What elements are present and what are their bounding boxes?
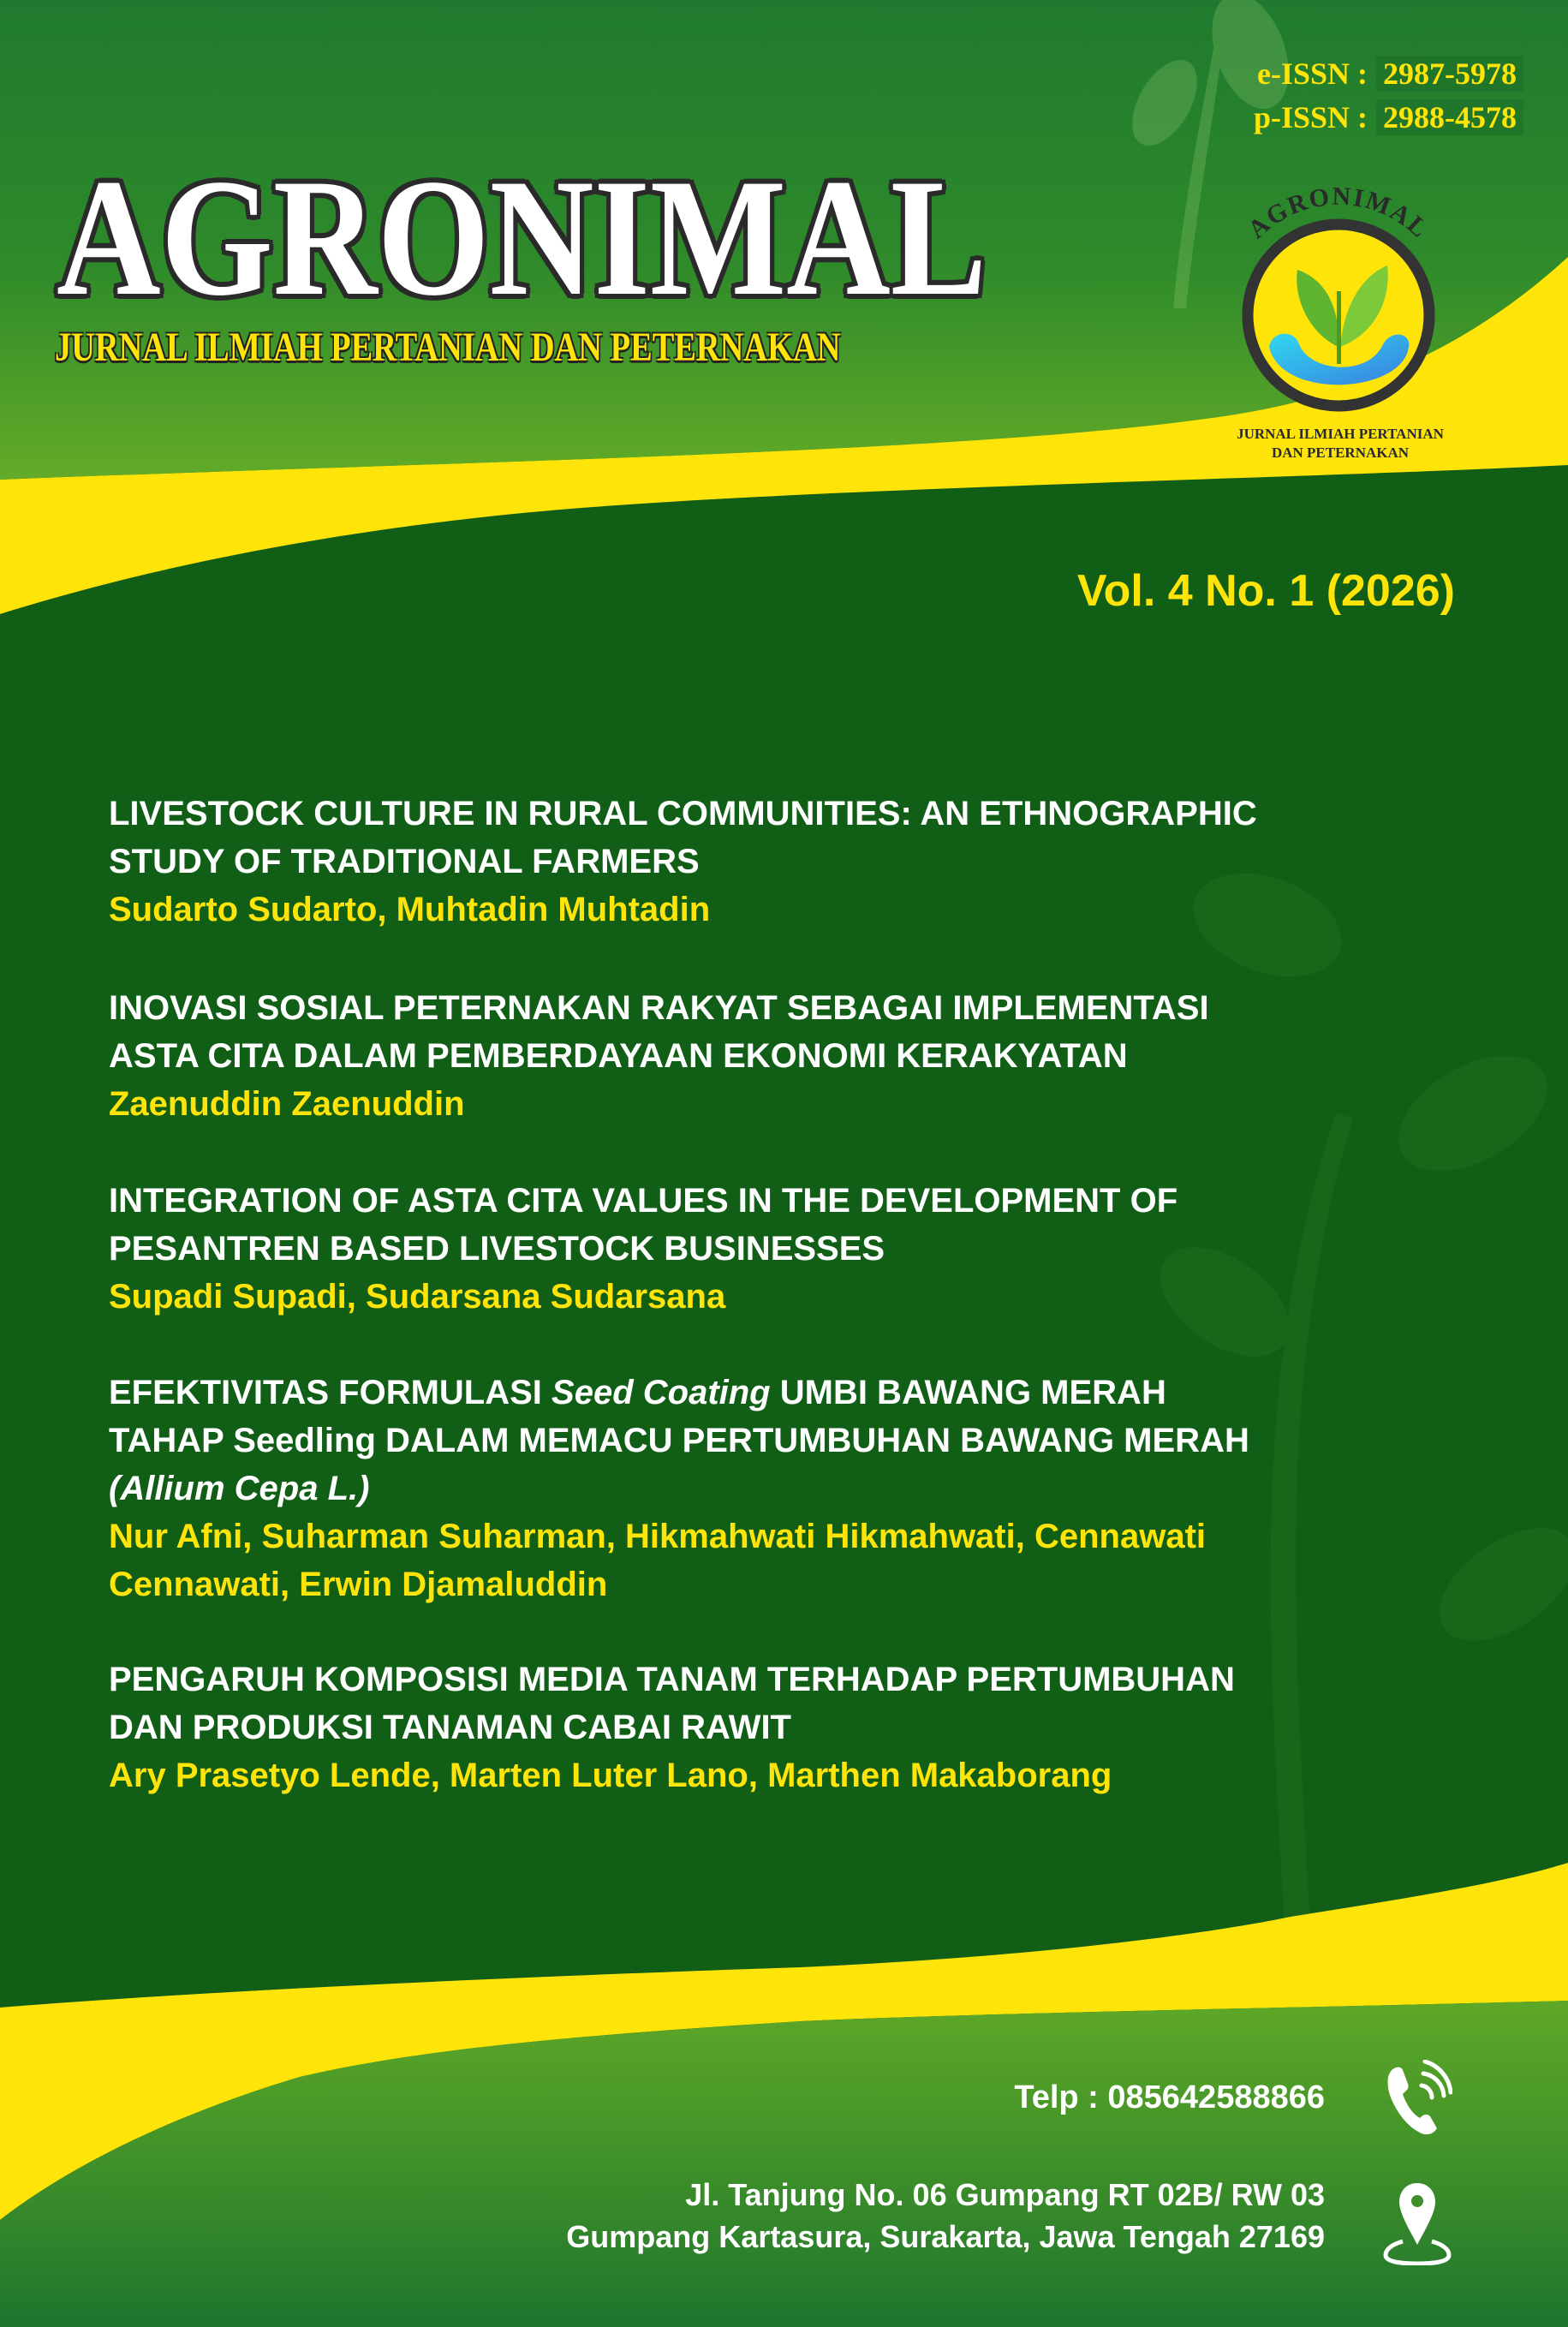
- p-issn-label: p-ISSN :: [1253, 100, 1368, 134]
- logo-caption: [1225, 425, 1456, 462]
- p-issn: [1254, 100, 1523, 134]
- article-2: [109, 984, 1496, 1177]
- logo-arc-text: AGRONIMAL: [1243, 182, 1435, 244]
- title-segment: EFEKTIVITAS FORMULASI: [109, 1374, 552, 1411]
- e-issn-value: 2987-5978: [1376, 56, 1523, 92]
- article-title-line: STUDY OF TRADITIONAL FARMERS: [109, 843, 700, 880]
- phone-icon: [1384, 2060, 1452, 2137]
- contact-phone: Telp : 085642588866: [1014, 2079, 1325, 2115]
- article-title-line: TAHAP Seedling DALAM MEMACU PERTUMBUHAN BAWANG MERAH: [109, 1422, 1249, 1459]
- article-authors: Sudarto Sudarto, Muhtadin Muhtadin: [109, 891, 711, 928]
- article-1: [109, 790, 1496, 984]
- logo-caption-line-1: JURNAL ILMIAH PERTANIAN: [1237, 426, 1444, 442]
- e-issn-label: e-ISSN :: [1256, 57, 1368, 91]
- address-line-1: Jl. Tanjung No. 06 Gumpang RT 02B/ RW 03: [685, 2177, 1325, 2212]
- article-title-line: DAN PRODUKSI TANAMAN CABAI RAWIT: [109, 1709, 791, 1746]
- article-authors: Ary Prasetyo Lende, Marten Luter Lano, Marthen Makaborang: [109, 1757, 1112, 1794]
- article-list: [109, 790, 1496, 1799]
- article-title-line: PENGARUH KOMPOSISI MEDIA TANAM TERHADAP PERTUMBUHAN: [109, 1661, 1235, 1698]
- volume-issue: Vol. 4 No. 1 (2026): [1076, 566, 1455, 616]
- article-4: [109, 1369, 1496, 1656]
- article-5: [109, 1656, 1496, 1799]
- article-title-line: INTEGRATION OF ASTA CITA VALUES IN THE DEVELOPMENT OF: [109, 1182, 1178, 1220]
- article-authors: Cennawati, Erwin Djamaluddin: [109, 1566, 608, 1603]
- address-line-2: Gumpang Kartasura, Surakarta, Jawa Tengah 27169: [566, 2219, 1325, 2254]
- title-segment-italic: Seed Coating: [551, 1374, 771, 1411]
- title-segment: UMBI BAWANG MERAH: [770, 1374, 1166, 1411]
- article-title-line: INOVASI SOSIAL PETERNAKAN RAKYAT SEBAGAI IMPLEMENTASI: [109, 989, 1209, 1027]
- svg-text:AGRONIMAL: [1243, 182, 1434, 244]
- e-issn: [1257, 57, 1523, 91]
- article-authors: Zaenuddin Zaenuddin: [109, 1085, 465, 1123]
- article-title-line: ASTA CITA DALAM PEMBERDAYAAN EKONOMI KERAKYATAN: [109, 1037, 1128, 1075]
- article-3: [109, 1177, 1496, 1369]
- journal-title: AGRONIMAL: [57, 145, 987, 331]
- article-title-line: (Allium Cepa L.): [109, 1470, 370, 1507]
- logo-caption-line-2: DAN PETERNAKAN: [1271, 445, 1410, 461]
- logo-arc-text-layer: [1216, 163, 1464, 420]
- article-authors: Nur Afni, Suharman Suharman, Hikmahwati Hikmahwati, Cennawati: [109, 1518, 1206, 1555]
- contact-address: [566, 2174, 1325, 2258]
- p-issn-value: 2988-4578: [1376, 99, 1523, 135]
- map-pin-icon: [1382, 2180, 1452, 2265]
- article-title-line: LIVESTOCK CULTURE IN RURAL COMMUNITIES: AN ETHNOGRAPHIC: [109, 795, 1257, 832]
- journal-subtitle: JURNAL ILMIAH PERTANIAN DAN PETERNAKAN: [55, 325, 841, 370]
- article-title-line: [109, 1369, 1496, 1417]
- article-title-line: PESANTREN BASED LIVESTOCK BUSINESSES: [109, 1230, 885, 1268]
- article-authors: Supadi Supadi, Sudarsana Sudarsana: [109, 1278, 726, 1316]
